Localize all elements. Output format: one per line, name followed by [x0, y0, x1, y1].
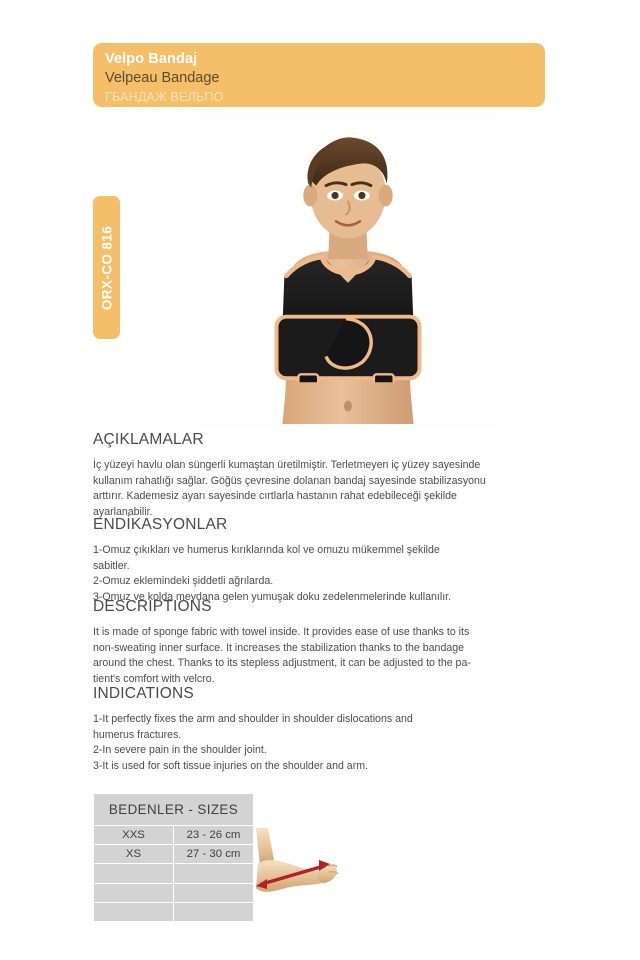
section-body-descriptions	[93, 625, 548, 687]
text-line: ayarlanabilir.	[93, 505, 153, 518]
product-title-turkish: Velpo Bandaj	[105, 51, 198, 67]
text-line: It is made of sponge fabric with towel inside. It provides ease of use thanks to its	[93, 626, 470, 638]
section-indications	[93, 685, 548, 774]
text-line: 1-Omuz çıkıkları ve humerus kırıklarında kol ve omuzu mükemmel şekilde	[93, 544, 440, 556]
arm-measurement-icon	[254, 826, 339, 921]
text-line: 2-In severe pain in the shoulder joint.	[93, 744, 267, 757]
size-value	[174, 864, 253, 882]
section-body-endikasyonlar	[93, 543, 548, 605]
product-code-label: ORX-CO 816	[99, 225, 114, 310]
size-label	[94, 864, 173, 882]
sizes-table-title: BEDENLER - SIZES	[94, 794, 253, 825]
section-heading-descriptions: DESCRIPTIONS	[93, 598, 212, 615]
size-label: XXS	[94, 826, 173, 844]
text-line: sabitler.	[93, 559, 130, 572]
section-heading-indications: INDICATIONS	[93, 685, 194, 702]
size-value	[174, 884, 253, 902]
text-line: arttırır. Kademesiz ayarı sayesinde cırtlarla hastanın rahat edebileceği şekilde	[93, 490, 457, 503]
size-label	[94, 884, 173, 902]
size-value: 23 - 26 cm	[174, 826, 253, 844]
text-line: around the chest. Thanks to its stepless adjustment, it can be adjusted to the pa-	[93, 657, 471, 670]
text-line: 3-Omuz ve kolda meydana gelen yumuşak doku zedelenmelerinde kullanılır.	[93, 590, 452, 603]
section-heading-endikasyonlar: ENDİKASYONLAR	[93, 516, 228, 533]
section-heading-aciklamalar: AÇIKLAMALAR	[93, 431, 204, 448]
text-line: tient's comfort with velcro.	[93, 672, 215, 685]
text-line: 3-It is used for soft tissue injuries on the shoulder and arm.	[93, 759, 368, 772]
size-label: XS	[94, 845, 173, 863]
product-title-english: Velpeau Bandage	[105, 70, 220, 87]
text-line: 1-It perfectly fixes the arm and shoulder in shoulder dislocations and	[93, 713, 413, 725]
text-line: humerus fractures.	[93, 728, 182, 741]
table-row	[94, 826, 333, 844]
text-line: 2-Omuz eklemindeki şiddetli ağrılarda.	[93, 575, 274, 588]
size-value: 27 - 30 cm	[174, 845, 253, 863]
sizes-table	[93, 793, 334, 922]
table-header-row	[94, 794, 333, 825]
product-title-russian: ГБАНДАЖ ВЕЛЬПО	[105, 89, 224, 104]
text-line: kullanım rahatlığı sağlar. Göğüs çevresine dolanan bandaj sayesinde stabilizasyonu	[93, 474, 486, 487]
product-photo-illustration	[199, 118, 497, 424]
section-aciklamalar	[93, 431, 548, 520]
section-body-aciklamalar	[93, 458, 548, 520]
text-line: non-sweating inner surface. It increases the stabilization thanks to the bandage	[93, 641, 465, 654]
product-code-tab	[93, 196, 120, 339]
size-value	[174, 903, 253, 921]
text-line: İç yüzeyi havlu olan süngerli kumaştan üretilmiştir. Terletmeyen iç yüzey sayesinde	[93, 459, 481, 471]
product-photo	[198, 117, 498, 425]
measurement-diagram-cell	[254, 826, 333, 921]
section-endikasyonlar	[93, 516, 548, 605]
product-title-banner	[93, 43, 545, 107]
section-descriptions	[93, 598, 548, 687]
section-body-indications	[93, 712, 548, 774]
size-label	[94, 903, 173, 921]
